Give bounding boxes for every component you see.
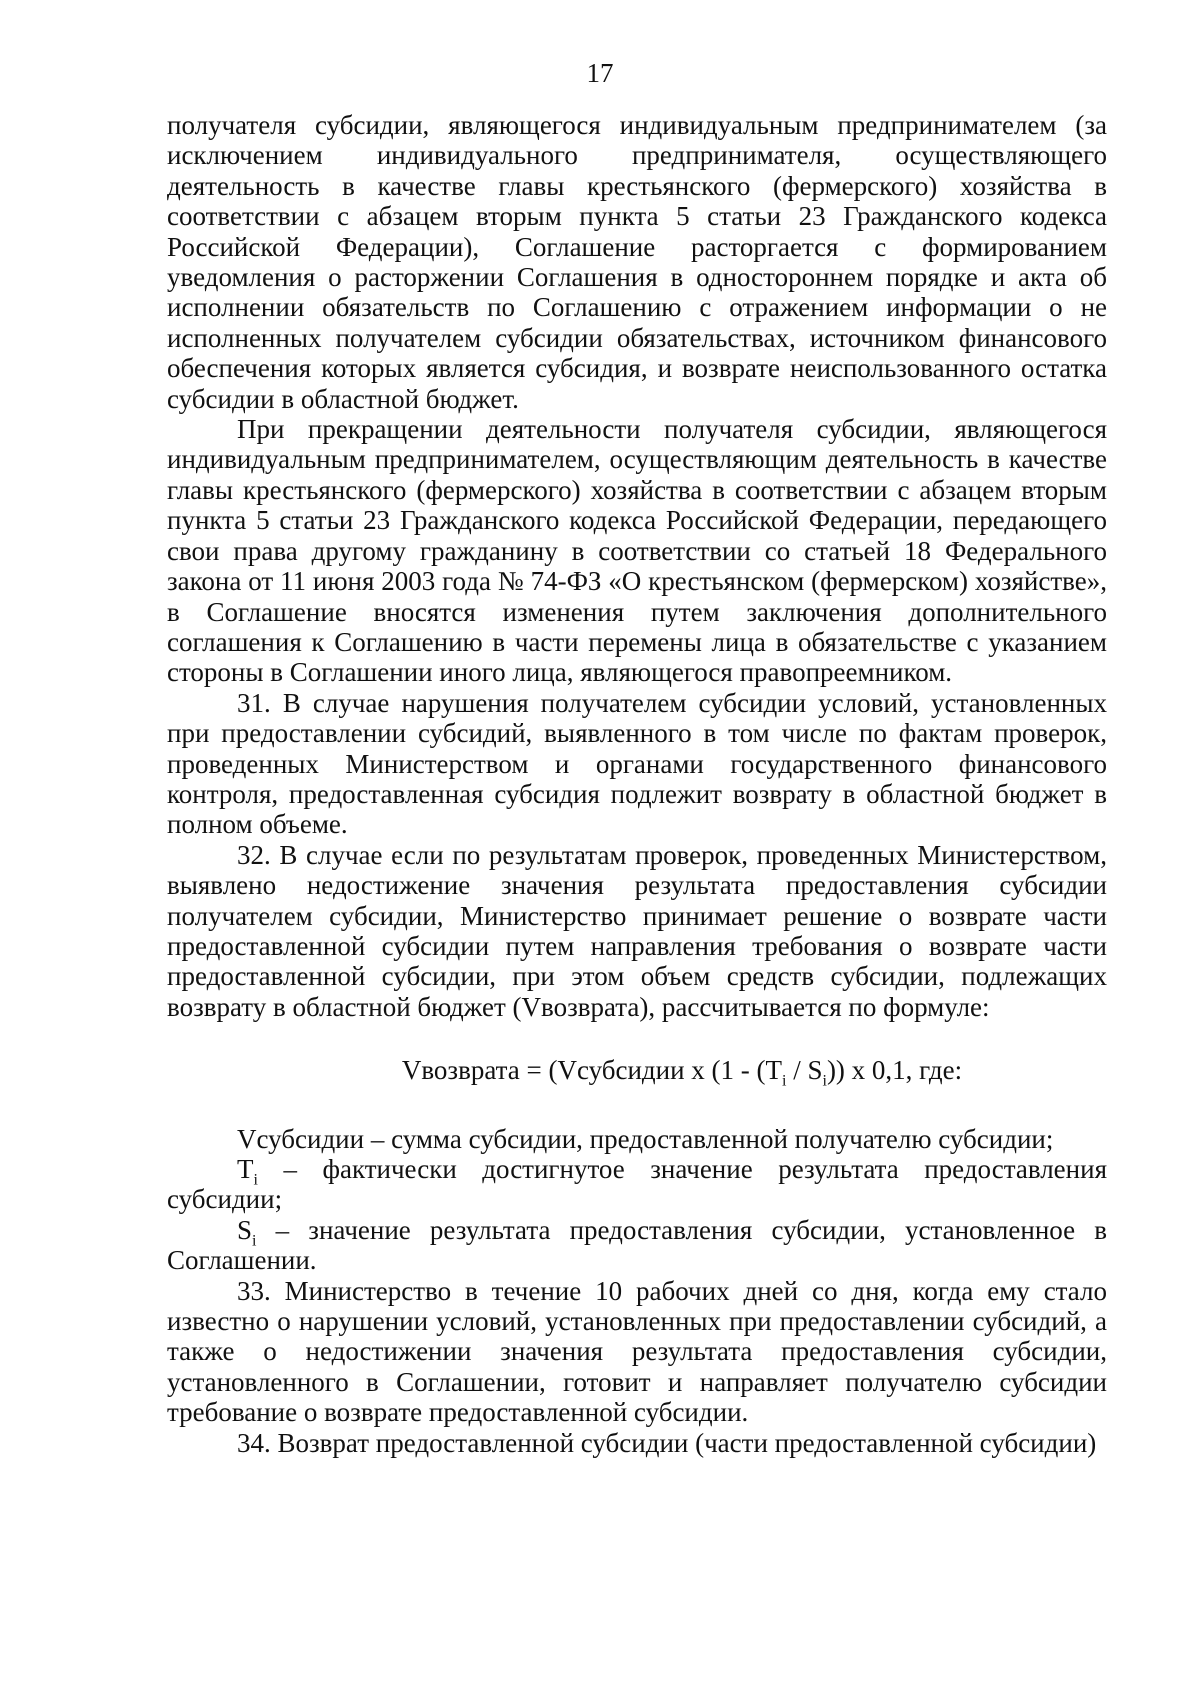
return-formula [167,1055,1107,1090]
definition-t-text: – фактически достигнутое значение результата предоставления субсидии; [167,1154,1107,1215]
paragraph-continuation: получателя субсидии, являющегося индивидуальным предпринимателем (за исключением индивидуального предпринимателя, осуществляющего деятельность в качестве главы крестьянского (фермерского) хозяйства в соответствии с абзацем вторым пункта 5 статьи 23 Гражданского кодекса Российской Федерации), Соглашение расторгается с формированием уведомления о расторжении Соглашения в одностороннем порядке и акта об исполнении обязательств по Соглашению с отражением информации о не исполненных получателем субсидии обязательствах, источником финансового обеспечения которых является субсидия, и возврате неиспользованного остатка субсидии в областной бюджет. [167,110,1107,414]
formula-subscript-s: i [822,1072,827,1090]
paragraph-33: 33. Министерство в течение 10 рабочих дней со дня, когда ему стало известно о нарушении условий, установленных при предоставлении субсидий, а также о недостижении значения результата предоставления субсидии, установленного в Соглашении, готовит и направляет получателю субсидии требование о возврате предоставленной субсидии. [167,1275,1107,1428]
page-number: 17 [586,58,614,88]
definition-v-subsidy: Vсубсидии – сумма субсидии, предоставленной получателю субсидии; [237,1123,1054,1154]
definition-s-subscript: i [252,1232,257,1250]
paragraph-32: 32. В случае если по результатам проверок, проведенных Министерством, выявлено недостижение значения результата предоставления субсидии получателем субсидии, Министерство принимает решение о возврате части предоставленной субсидии путем направления требования о возврате части предоставленной субсидии, при этом объем средств субсидии, подлежащих возврату в областной бюджет (Vвозврата), рассчитывается по формуле: [167,839,1107,1022]
paragraph-34: 34. Возврат предоставленной субсидии (части предоставленной субсидии) [237,1427,1097,1458]
definition-s-text: – значение результата предоставления субсидии, установленное в Соглашении. [167,1214,1107,1276]
document-body [167,110,1107,1458]
definition-t-symbol: T [237,1154,254,1184]
definition-s [167,1215,1107,1276]
formula-subscript-t: i [782,1072,787,1090]
formula-part-2: / S [786,1055,823,1086]
paragraph-termination: При прекращении деятельности получателя субсидии, являющегося индивидуальным предпринимателем, осуществляющим деятельность в качестве главы крестьянского (фермерского) хозяйства в соответствии с абзацем вторым пункта 5 статьи 23 Гражданского кодекса Российской Федерации, передающего свои права другому гражданину в соответствии со статьей 18 Федерального закона от 11 июня 2003 года № 74-ФЗ «О крестьянском (фермерском) хозяйстве», в Соглашение вносятся изменения путем заключения дополнительного соглашения к Соглашению в части перемены лица в обязательстве с указанием стороны в Соглашении иного лица, являющегося правопреемником. [167,414,1107,688]
paragraph-31: 31. В случае нарушения получателем субсидии условий, установленных при предоставлении субсидий, выявленного в том числе по фактам проверок, проведенных Министерством и органами государственного финансового контроля, предоставленная субсидия подлежит возврату в областной бюджет в полном объеме. [167,687,1107,840]
formula-part-1: Vвозврата = (Vсубсидии x (1 - (T [401,1055,782,1086]
definition-t-subscript: i [253,1171,258,1189]
definition-s-symbol: S [237,1214,253,1245]
definition-t [167,1154,1107,1215]
formula-part-3: )) x 0,1, где: [826,1055,963,1086]
